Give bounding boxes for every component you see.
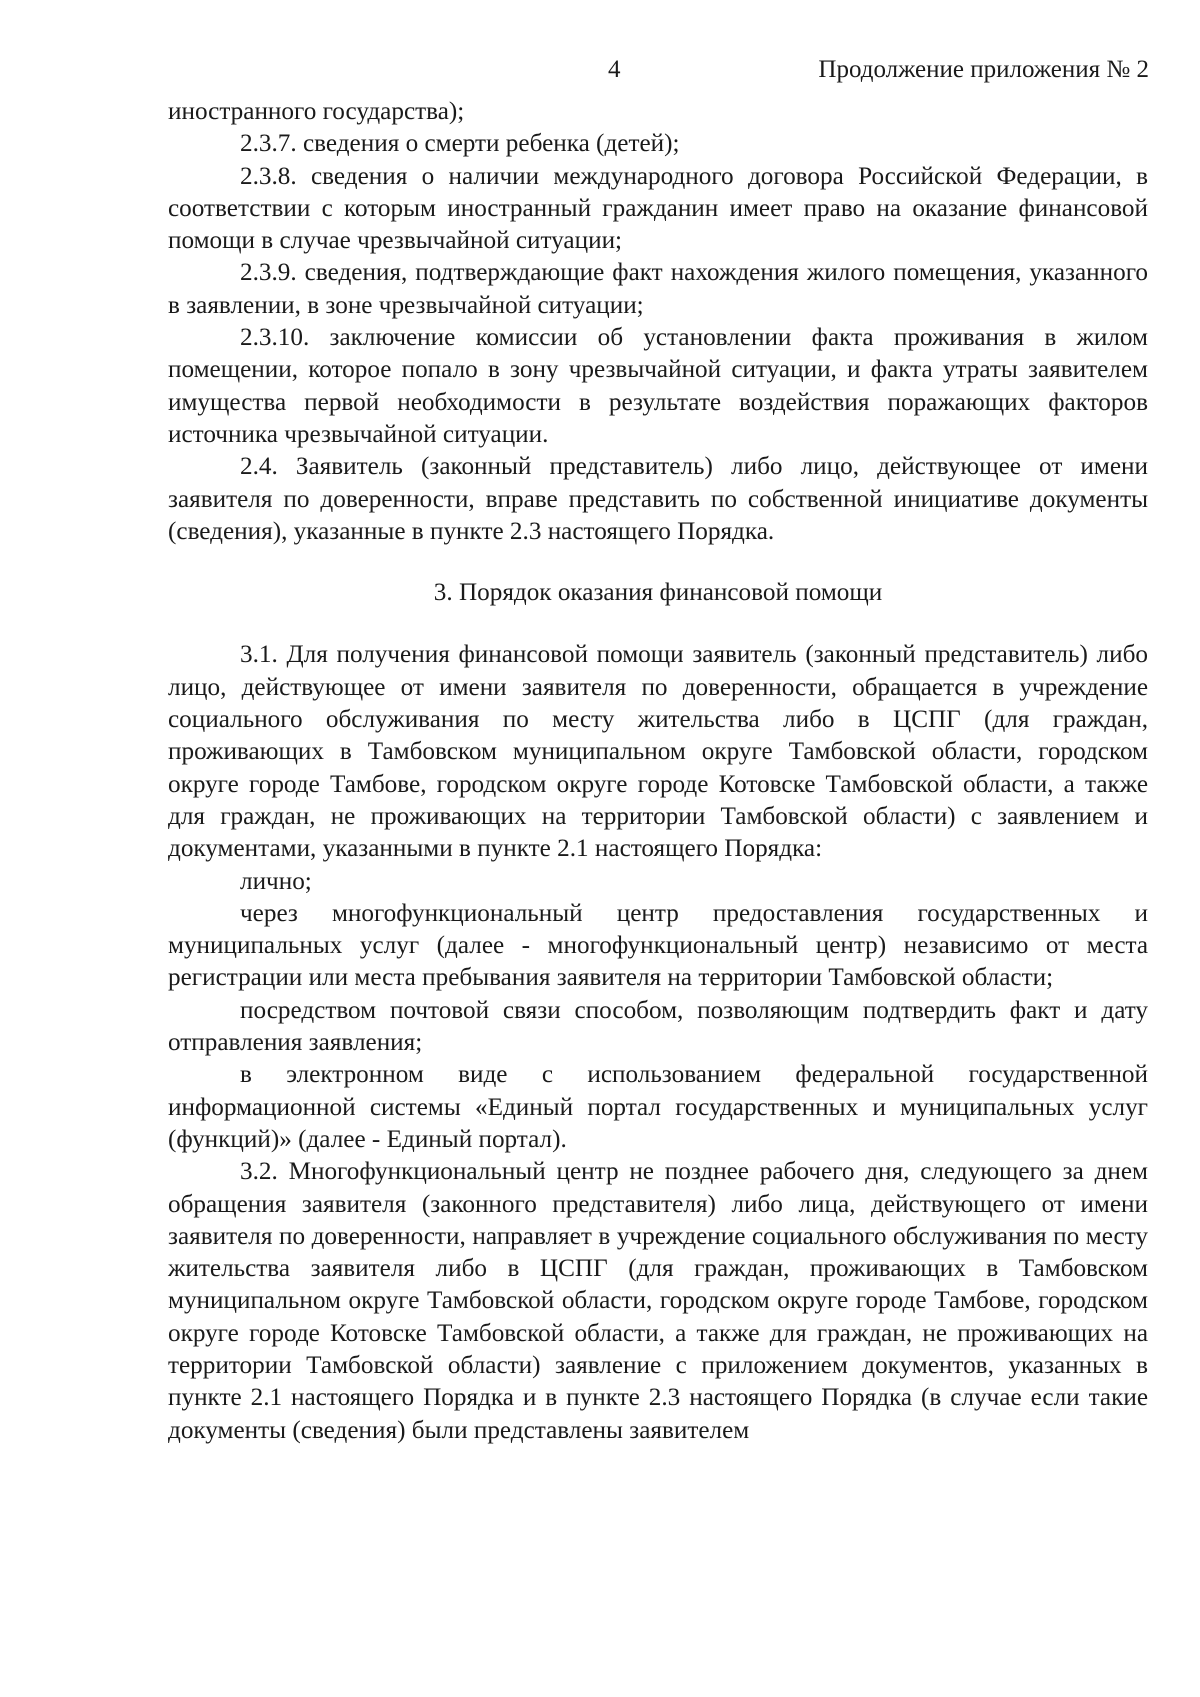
section-heading: 3. Порядок оказания финансовой помощи [433,579,883,607]
list-item-mfc: через многофункциональный центр предоставления государственных и муниципальных услуг (далее - многофункциональный центр) независимо от места регистрации или места пребывания заявителя на территории Тамбовской области; [168,899,1148,992]
list-item-electronic: в электронном виде с использованием федеральной государственной информационной системы «Единый портал государственных и муниципальных услуг (функций)» (далее - Единый портал). [168,1061,1148,1153]
document-body [168,96,1148,1447]
paragraph-3-2: 3.2. Многофункциональный центр не позднее рабочего дня, следующего за днем обращения заявителя (законного представителя) либо лица, действующего от имени заявителя по доверенности, направляет в учреждение социального обслуживания по месту жительства заявителя либо в ЦСПГ (для граждан, проживающих в Тамбовском муниципальном округе Тамбовской области, городском округе городе Тамбове, городском округе городе Котовске Тамбовской области, а также для граждан, не проживающих на территории Тамбовской области) заявление с приложением документов, указанных в пункте 2.1 настоящего Порядка и в пункте 2.3 настоящего Порядка (в случае если такие документы (сведения) были представлены заявителем [168,1158,1148,1444]
list-item-in-person: лично; [240,867,312,895]
paragraph-2-4: 2.4. Заявитель (законный представитель) либо лицо, действующее от имени заявителя по доверенности, вправе представить по собственной инициативе документы (сведения), указанные в пункте 2.3 настоящего Порядка. [168,453,1148,545]
paragraph-2-3-10: 2.3.10. заключение комиссии об установлении факта проживания в жилом помещении, которое попало в зону чрезвычайной ситуации, и факта утраты заявителем имущества первой необходимости в результате воздействия поражающих факторов источника чрезвычайной ситуации. [168,324,1148,448]
paragraph-2-3-9: 2.3.9. сведения, подтверждающие факт нахождения жилого помещения, указанного в заявлении, в зоне чрезвычайной ситуации; [168,259,1148,319]
page-number: 4 [608,56,621,83]
paragraph-2-3-7: 2.3.7. сведения о смерти ребенка (детей); [240,130,680,158]
appendix-continuation-note: Продолжение приложения № 2 [818,56,1149,83]
page-header [0,52,1200,88]
list-item-post: посредством почтовой связи способом, позволяющим подтвердить факт и дату отправления заявления; [168,996,1148,1057]
paragraph-2-3-8: 2.3.8. сведения о наличии международного договора Российской Федерации, в соответствии с которым иностранный гражданин имеет право на оказание финансовой помощи в случае чрезвычайной ситуации; [168,162,1148,255]
paragraph-3-1: 3.1. Для получения финансовой помощи заявитель (законный представитель) либо лицо, действующее от имени заявителя по доверенности, обращается в учреждение социального обслуживания по месту жительства либо в ЦСПГ (для граждан, проживающих в Тамбовском муниципальном округе Тамбовской области, городском округе городе Тамбове, городском округе городе Котовске Тамбовской области, а также для граждан, не проживающих на территории Тамбовской области) с заявлением и документами, указанными в пункте 2.1 настоящего Порядка: [168,641,1148,863]
paragraph-continuation: иностранного государства); [168,98,465,125]
